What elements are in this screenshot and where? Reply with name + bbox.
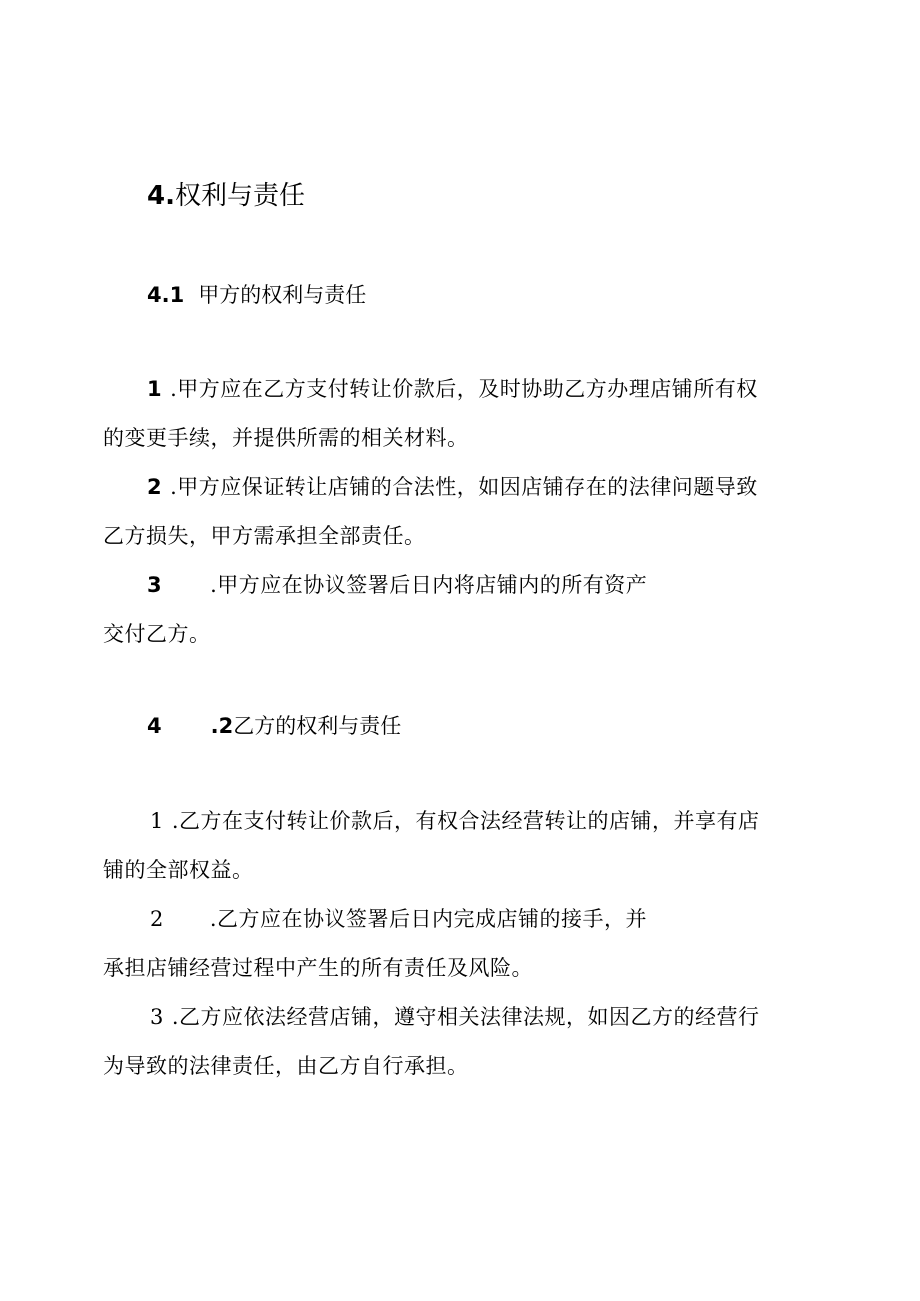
clause-number: 1 bbox=[147, 377, 163, 401]
clause-4-2-1 bbox=[150, 811, 760, 832]
clause-number: 2 bbox=[147, 475, 163, 499]
clause-4-2-3-cont bbox=[103, 1056, 469, 1077]
subsection-number-part-a: 4 bbox=[147, 714, 162, 738]
clause-text-line: 交付乙方。 bbox=[103, 622, 211, 646]
clause-text-line: 的变更手续，并提供所需的相关材料。 bbox=[103, 426, 469, 450]
clause-text-line: .乙方应依法经营店铺，遵守相关法律法规，如因乙方的经营行 bbox=[171, 1005, 760, 1029]
subsection-title: 甲方的权利与责任 bbox=[198, 283, 367, 307]
clause-4-2-1-cont bbox=[103, 860, 254, 881]
clause-text-line: 为导致的法律责任，由乙方自行承担。 bbox=[103, 1054, 469, 1078]
subsection-title: 乙方的权利与责任 bbox=[233, 714, 402, 738]
section-title: 权利与责任 bbox=[174, 181, 305, 211]
subsection-number-part-b: .2 bbox=[210, 714, 234, 738]
subsection-heading-4-1 bbox=[147, 285, 366, 306]
subsection-heading-4-2 bbox=[147, 716, 401, 737]
clause-number: 3 bbox=[147, 573, 163, 597]
clause-text-line: .甲方应在乙方支付转让价款后，及时协助乙方办理店铺所有权 bbox=[170, 377, 758, 401]
clause-4-1-2 bbox=[147, 477, 758, 498]
clause-4-1-1-cont bbox=[103, 428, 469, 449]
clause-number: 2 bbox=[150, 907, 164, 931]
clause-text-line: 乙方损失，甲方需承担全部责任。 bbox=[103, 524, 426, 548]
clause-number: 3 bbox=[150, 1005, 164, 1029]
clause-text-line: 承担店铺经营过程中产生的所有责任及风险。 bbox=[103, 956, 533, 980]
clause-4-1-3 bbox=[147, 575, 647, 596]
clause-text-line: 铺的全部权益。 bbox=[103, 858, 254, 882]
clause-4-1-2-cont bbox=[103, 526, 426, 547]
clause-4-1-3-cont bbox=[103, 624, 211, 645]
clause-4-1-1 bbox=[147, 379, 758, 400]
clause-text-line: .甲方应保证转让店铺的合法性，如因店铺存在的法律问题导致 bbox=[170, 475, 758, 499]
subsection-number: 4.1 bbox=[147, 283, 185, 307]
clause-text-line: .甲方应在协议签署后日内将店铺内的所有资产 bbox=[210, 573, 648, 597]
clause-text-line: .乙方应在协议签署后日内完成店铺的接手，并 bbox=[209, 907, 648, 931]
clause-4-2-3 bbox=[150, 1007, 760, 1028]
section-number: 4. bbox=[147, 181, 175, 211]
clause-text-line: .乙方在支付转让价款后，有权合法经营转让的店铺，并享有店 bbox=[171, 809, 760, 833]
clause-4-2-2 bbox=[150, 909, 647, 930]
clause-number: 1 bbox=[150, 809, 164, 833]
clause-4-2-2-cont bbox=[103, 958, 533, 979]
section-heading bbox=[147, 183, 305, 209]
